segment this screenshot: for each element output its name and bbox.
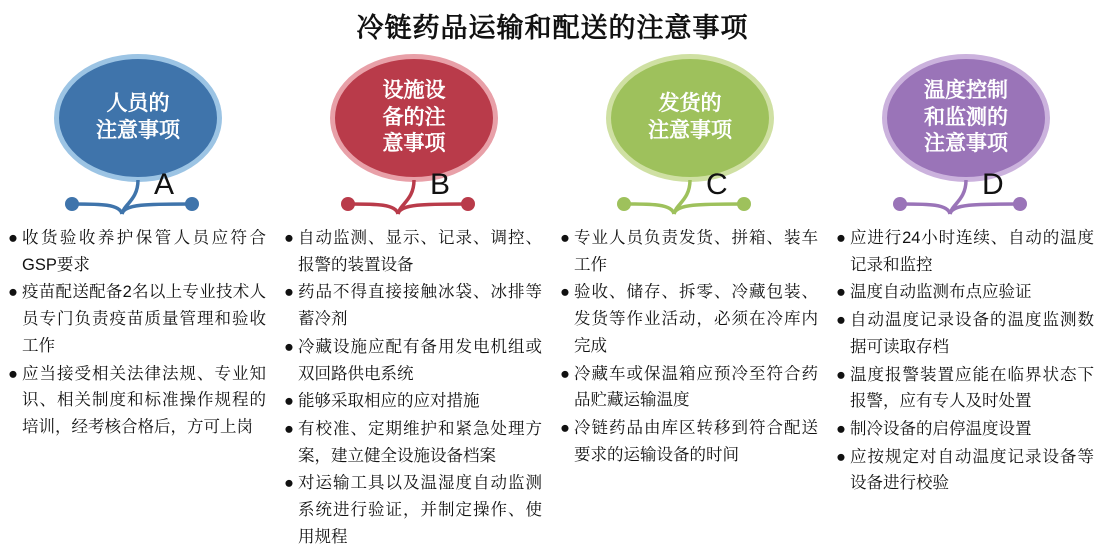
bullets-b — [282, 225, 546, 551]
list-item-text: 冷链药品由库区转移到符合配送要求的运输设备的时间 — [574, 419, 818, 464]
list-item-text: 收货验收养护保管人员应符合GSP要求 — [22, 229, 266, 274]
bullet-marker-icon: ● — [560, 283, 570, 302]
balloon-b-line-3: 意事项 — [382, 132, 446, 156]
balloon-wrap-d — [834, 48, 1098, 223]
balloon-wrap-a — [6, 48, 270, 223]
bullet-marker-icon: ● — [836, 447, 846, 466]
balloon-d-line-1: 温度控制 — [924, 78, 1008, 102]
list-item — [836, 307, 1094, 360]
bullet-marker-icon: ● — [836, 283, 846, 302]
bullet-marker-icon: ● — [284, 229, 294, 247]
list-item — [284, 334, 542, 387]
list-item — [560, 415, 818, 468]
label-letter-a: A — [154, 168, 175, 201]
balloon-c[interactable] — [606, 54, 774, 182]
list-item-text: 验收、储存、拆零、冷藏包装、发货等作业活动，必须在冷库内完成 — [574, 283, 818, 355]
bullet-marker-icon: ● — [836, 229, 846, 247]
list-item-text: 能够采取相应的应对措施 — [298, 392, 480, 411]
balloon-a-line-2: 注意事项 — [96, 119, 180, 142]
balloon-wrap-b — [282, 48, 546, 223]
list-item-text: 温度自动监测布点应验证 — [850, 283, 1032, 302]
list-item — [560, 279, 818, 359]
bullets-d — [834, 225, 1098, 497]
bullet-marker-icon: ● — [284, 283, 294, 302]
list-item-text: 制冷设备的启停温度设置 — [850, 420, 1032, 439]
list-item — [836, 279, 1094, 306]
balloon-d-line-2: 和监测的 — [924, 105, 1008, 129]
column-b — [276, 48, 552, 558]
list-item — [836, 362, 1094, 415]
balloon-tail-b — [314, 174, 514, 226]
list-item-text: 应进行24小时连续、自动的温度记录和监控 — [850, 229, 1094, 274]
list-item — [836, 416, 1094, 443]
balloon-a-line-1: 人员的 — [106, 92, 170, 116]
balloon-b-line-1: 设施设 — [382, 78, 446, 102]
balloon-d-line-3: 注意事项 — [924, 132, 1008, 156]
list-item-text: 冷藏车或保温箱应预冷至符合药品贮藏运输温度 — [574, 364, 818, 410]
label-letter-c: C — [706, 168, 728, 201]
list-item — [836, 225, 1094, 278]
bullets-c — [558, 225, 822, 468]
label-letter-d: D — [982, 168, 1004, 201]
bullet-marker-icon: ● — [836, 365, 846, 384]
list-item-text: 应当接受相关法律法规、专业知识、相关制度和标准操作规程的培训，经考核合格后，方可上岗 — [22, 364, 266, 437]
balloon-c-line-1: 发货的 — [658, 92, 722, 116]
balloon-a[interactable] — [54, 54, 222, 182]
bullet-marker-icon: ● — [284, 474, 294, 493]
list-item — [8, 279, 266, 359]
list-item — [284, 470, 542, 550]
list-item — [560, 361, 818, 414]
columns-container — [0, 48, 1105, 558]
list-item-text: 有校准、定期维护和紧急处理方案，建立健全设施设备档案 — [298, 420, 542, 465]
label-letter-b: B — [430, 168, 451, 201]
page-title: 冷链药品运输和配送的注意事项 — [356, 13, 749, 43]
list-item-text: 冷藏设施应配有备用发电机组或双回路供电系统 — [298, 337, 542, 383]
list-item-text: 对运输工具以及温湿度自动监测系统进行验证，并制定操作、使用规程 — [298, 474, 542, 546]
balloon-wrap-c — [558, 48, 822, 223]
column-d — [828, 48, 1104, 558]
list-item-text: 自动温度记录设备的温度监测数据可读取存档 — [850, 311, 1094, 356]
bullet-marker-icon: ● — [8, 229, 18, 247]
list-item — [836, 444, 1094, 497]
list-item-text: 应按规定对自动温度记录设备等设备进行校验 — [850, 447, 1094, 493]
list-item — [8, 361, 266, 441]
balloon-tail-d — [866, 174, 1066, 226]
list-item-text: 药品不得直接接触冰袋、冰排等蓄冷剂 — [298, 283, 542, 329]
list-item — [560, 225, 818, 278]
bullet-marker-icon: ● — [560, 419, 570, 438]
bullet-marker-icon: ● — [284, 337, 294, 356]
column-c — [552, 48, 828, 558]
balloon-b[interactable] — [330, 54, 498, 182]
balloon-tail-a — [38, 174, 238, 226]
bullet-marker-icon: ● — [560, 229, 570, 247]
bullet-marker-icon: ● — [284, 392, 294, 411]
balloon-d[interactable] — [882, 54, 1050, 182]
bullet-marker-icon: ● — [836, 420, 846, 439]
list-item — [284, 279, 542, 332]
balloon-c-line-2: 注意事项 — [648, 119, 732, 142]
list-item — [284, 388, 542, 415]
list-item-text: 疫苗配送配备2名以上专业技术人员专门负责疫苗质量管理和验收工作 — [22, 283, 266, 355]
bullet-marker-icon: ● — [284, 420, 294, 439]
balloon-tail-c — [590, 174, 790, 226]
bullet-marker-icon: ● — [560, 364, 570, 383]
list-item — [8, 225, 266, 278]
bullet-marker-icon: ● — [8, 364, 18, 383]
balloon-b-line-2: 备的注 — [382, 105, 446, 129]
bullets-a — [6, 225, 270, 441]
list-item-text: 温度报警装置应能在临界状态下报警，应有专人及时处置 — [850, 365, 1094, 411]
column-a — [0, 48, 276, 558]
bullet-marker-icon: ● — [8, 283, 18, 302]
bullet-marker-icon: ● — [836, 311, 846, 330]
list-item — [284, 416, 542, 469]
list-item-text: 专业人员负责发货、拼箱、装车工作 — [574, 229, 818, 274]
list-item — [284, 225, 542, 278]
list-item-text: 自动监测、显示、记录、调控、报警的装置设备 — [298, 229, 542, 274]
